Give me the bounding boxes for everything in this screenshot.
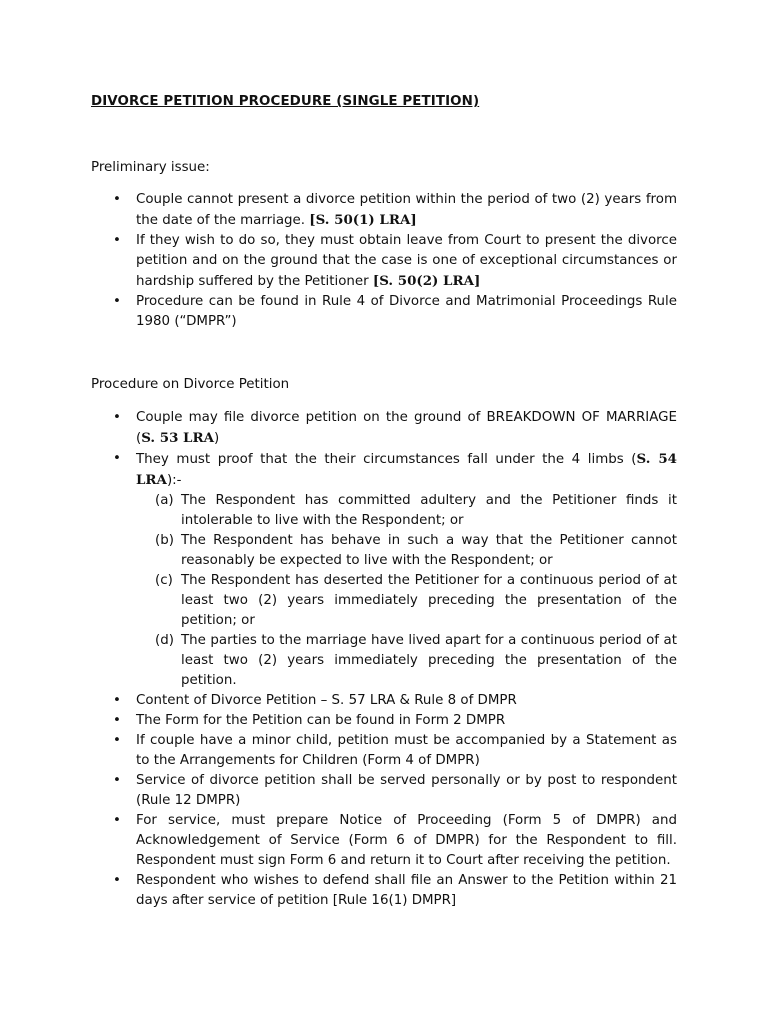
preliminary-heading: Preliminary issue: — [91, 160, 210, 175]
item-text: Couple cannot present a divorce petition within the period of two (2) years from the date of the marriage. — [136, 192, 677, 228]
procedure-list — [91, 408, 677, 911]
item-text: They must proof that the their circumstances fall under the 4 limbs ( — [136, 452, 637, 467]
list-item — [91, 449, 677, 691]
list-item — [91, 231, 677, 292]
statute-reference: S. 54 LRA — [136, 451, 677, 488]
limb-item — [136, 571, 677, 631]
limb-text: The parties to the marriage have lived apart for a continuous period of at least two (2) years immediately preceding the presentation of the petition. — [181, 633, 677, 688]
limb-item — [136, 491, 677, 531]
limb-text: The Respondent has committed adultery and the Petitioner finds it intolerable to live with the Respondent; or — [181, 493, 677, 528]
list-item: • Service of divorce petition shall be served personally or by post to respondent (Rule 12 DMPR) — [91, 771, 677, 811]
item-text-tail: ) — [213, 431, 220, 446]
limb-text: The Respondent has behave in such a way that the Petitioner cannot reasonably be expected to live with the Respondent; or — [181, 533, 677, 568]
item-text: Procedure can be found in Rule 4 of Divorce and Matrimonial Proceedings Rule 1980 (“DMPR”) — [136, 294, 677, 329]
limb-text: The Respondent has deserted the Petitioner for a continuous period of at least two (2) years immediately preceding the presentation of the petition; or — [181, 573, 677, 628]
limb-marker: (d) — [155, 633, 174, 648]
list-item — [91, 292, 677, 332]
document-title: DIVORCE PETITION PROCEDURE (SINGLE PETITION) — [91, 94, 480, 109]
list-item: • Respondent who wishes to defend shall file an Answer to the Petition within 21 days after service of petition [Rule 16(1) DMPR] — [91, 871, 677, 911]
procedure-heading: Procedure on Divorce Petition — [91, 377, 290, 392]
list-item: • Content of Divorce Petition – S. 57 LRA & Rule 8 of DMPR — [91, 691, 677, 711]
statute-reference: [S. 50(1) LRA] — [309, 212, 417, 228]
statute-reference: [S. 50(2) LRA] — [372, 273, 481, 289]
preliminary-list — [91, 190, 677, 332]
limb-item — [136, 631, 677, 691]
limbs-list — [136, 491, 677, 691]
item-text-tail: ):- — [166, 473, 182, 488]
limb-marker: (a) — [155, 493, 174, 508]
statute-reference: S. 53 LRA — [141, 430, 214, 446]
item-text: If they wish to do so, they must obtain leave from Court to present the divorce petition and on the ground that the case is one of exceptional circumstances or hardship suffered by the Petitioner — [136, 233, 677, 289]
limb-marker: (c) — [155, 573, 173, 588]
item-text: Couple may file divorce petition on the ground of BREAKDOWN OF MARRIAGE ( — [136, 410, 677, 446]
limb-item — [136, 531, 677, 571]
list-item: • For service, must prepare Notice of Proceeding (Form 5 of DMPR) and Acknowledgement of Service (Form 6 of DMPR) for the Respondent to fill. Respondent must sign Form 6 and return it to Court after receiving the petition. — [91, 811, 677, 871]
list-item — [91, 408, 677, 449]
limb-marker: (b) — [155, 533, 174, 548]
list-item — [91, 190, 677, 231]
list-item: • If couple have a minor child, petition must be accompanied by a Statement as to the Arrangements for Children (Form 4 of DMPR) — [91, 731, 677, 771]
list-item: • The Form for the Petition can be found in Form 2 DMPR — [91, 711, 677, 731]
